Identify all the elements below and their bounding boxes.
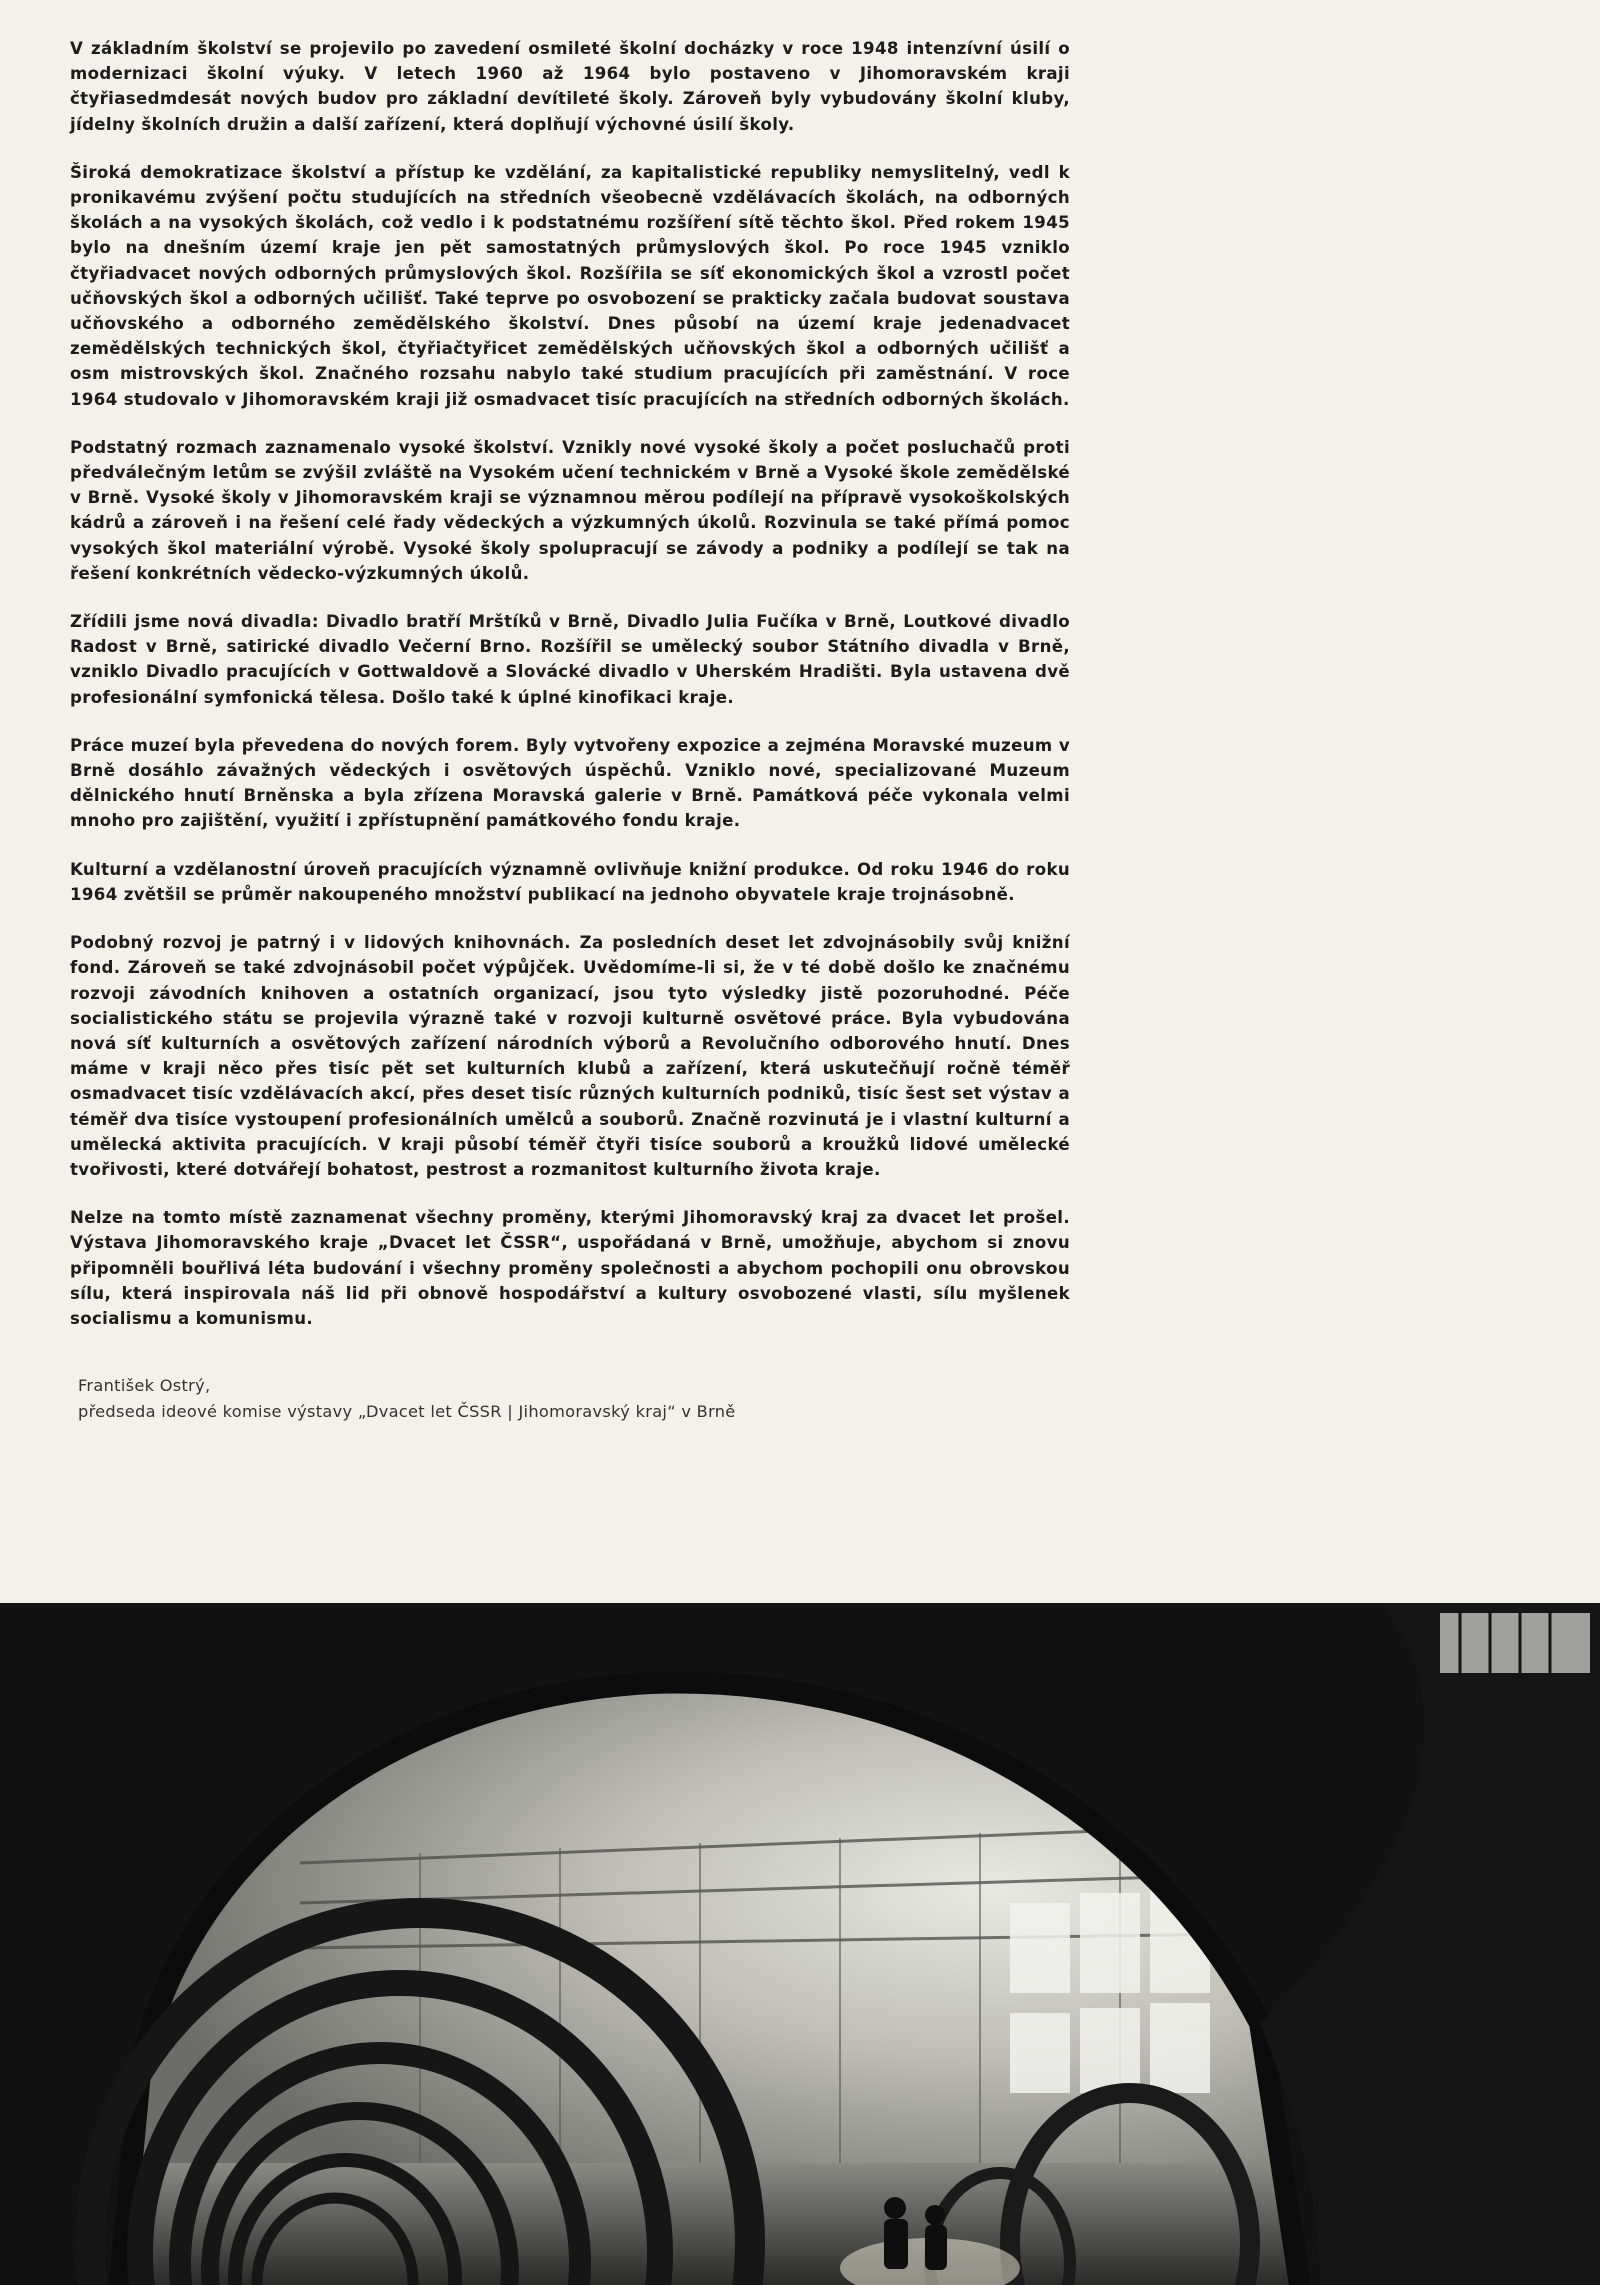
paragraph-theatres: Zřídili jsme nová divadla: Divadlo bratří Mrštíků v Brně, Divadlo Julia Fučíka v Brně, Loutkové divadlo Radost v Brně, satirické divadlo Večerní Brno. Rozšířil se umělecký soubor Státního divadla v Brně, vzniklo Divadlo pracujících v Gottwaldově a Slovácké divadlo v Uherském Hradišti. Byla ustavena dvě profesionální symfonická tělesa. Došlo také k úplné kinofikaci kraje. xyxy=(70,612,1070,707)
paragraph-museums: Práce muzeí byla převedena do nových forem. Byly vytvořeny expozice a zejména Moravské muzeum v Brně dosáhlo závažných vědeckých i osvětových úspěchů. Vzniklo nové, specializované Muzeum dělnického hnutí Brněnska a byla zřízena Moravská galerie v Brně. Památková péče vykonala velmi mnoho pro zajištění, využití i zpřístupnění památkového fondu kraje. xyxy=(70,735,1070,831)
paragraph-secondary-schools: Široká demokratizace školství a přístup ke vzdělání, za kapitalistické republiky nemyslitelný, vedl k pronikavému zvýšení počtu studujících na středních všeobecně vzdělávacích školách, na odborných školách a na vysokých školách, což vedlo i k podstatnému rozšíření sítě těchto škol. Před rokem 1945 bylo na dnešním území kraje jen pět samostatných průmyslových škol. Po roce 1945 vzniklo čtyřiadvacet nových odborných průmyslových škol. Rozšířila se síť ekonomických škol a vzrostl počet učňovských škol a odborných učilišť. Také teprve po osvobození se prakticky začala budovat soustava učňovského a odborného zemědělského školství. Dnes působí na území kraje jedenadvacet zemědělských technických škol, čtyřiačtyřicet zemědělských učňovských škol a odborných učilišť a osm mistrovských škol. Značného rozsahu nabylo také studium pracujících při zaměstnání. V roce 1964 studovalo v Jihomoravském kraji již osmadvacet tisíc pracujících na středních odborných školách. xyxy=(70,162,1070,409)
factory-hall-photo xyxy=(0,1603,1600,2285)
signature-role: předseda ideové komise výstavy „Dvacet let ČSSR | Jihomoravský kraj“ v Brně xyxy=(78,1401,736,1421)
paragraph-universities: Podstatný rozmach zaznamenalo vysoké školství. Vznikly nové vysoké školy a počet posluchačů proti předválečným letům se zvýšil zvláště na Vysokém učení technickém v Brně a Vysoké škole zemědělské v Brně. Vysoké školy v Jihomoravském kraji se významnou měrou podílejí na přípravě vysokoškolských kádrů a zároveň i na řešení celé řady vědeckých a výzkumných úkolů. Rozvinula se také přímá pomoc vysokých škol materiální výrobě. Vysoké školy spolupracují se závody a podniky a podílejí se tak na řešení konkrétních vědecko-výzkumných úkolů. xyxy=(70,437,1070,583)
article-body xyxy=(70,36,1070,1354)
factory-hall-image xyxy=(0,1603,1600,2285)
signature-block xyxy=(78,1373,978,1424)
paragraph-basic-schools: V základním školství se projevilo po zavedení osmileté školní docházky v roce 1948 intenzívní úsilí o modernizaci školní výuky. V letech 1960 až 1964 bylo postaveno v Jihomoravském kraji čtyřiasedmdesát nových budov pro základní devítileté školy. Zároveň byly vybudovány školní kluby, jídelny školních družin a další zařízení, která doplňují výchovné úsilí školy. xyxy=(70,39,1070,134)
paragraph-book-production: Kulturní a vzdělanostní úroveň pracujících významně ovlivňuje knižní produkce. Od roku 1946 do roku 1964 zvětšil se průměr nakoupeného množství publikací na jednoho obyvatele kraje trojnásobně. xyxy=(70,859,1070,904)
paragraph-libraries: Podobný rozvoj je patrný i v lidových knihovnách. Za posledních deset let zdvojnásobily svůj knižní fond. Zároveň se také zdvojnásobil počet výpůjček. Uvědomíme-li si, že v té době došlo ke značnému rozvoji závodních knihoven a ostatních organizací, jsou tyto výsledky jistě pozoruhodné. Péče socialistického státu se projevila výrazně také v rozvoji kulturně osvětové práce. Byla vybudována nová síť kulturních a osvětových zařízení národních výborů a Revolučního odborového hnutí. Dnes máme v kraji něco přes tisíc pět set kulturních klubů a zařízení, která uskutečňují ročně téměř osmadvacet tisíc vzdělávacích akcí, přes deset tisíc různých kulturních podniků, tisíc šest set výstav a téměř dva tisíce vystoupení profesionálních umělců a souborů. Značně rozvinutá je i vlastní kulturní a umělecká aktivita pracujících. V kraji působí téměř čtyři tisíce souborů a kroužků lidové umělecké tvořivosti, které dotvářejí bohatost, pestrost a rozmanitost kulturního života kraje. xyxy=(70,933,1070,1179)
signature-name: František Ostrý, xyxy=(78,1376,211,1395)
paragraph-conclusion: Nelze na tomto místě zaznamenat všechny proměny, kterými Jihomoravský kraj za dvacet let prošel. Výstava Jihomoravského kraje „Dvacet let ČSSR“, uspořádaná v Brně, umožňuje, abychom si znovu připomněli bouřlivá léta budování i všechny proměny společnosti a abychom pochopili onu obrovskou sílu, která inspirovala náš lid při obnově hospodářství a kultury osvobozené vlasti, sílu myšlenek socialismu a komunismu. xyxy=(70,1208,1070,1328)
